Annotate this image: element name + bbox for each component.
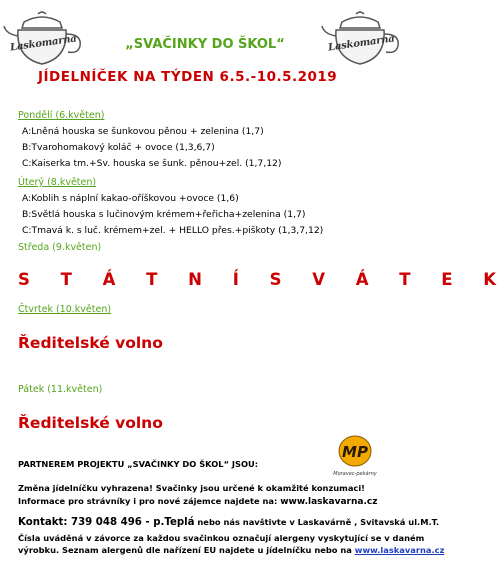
state-holiday-note: S T Á T N Í S V Á T E K [18, 270, 497, 289]
mp-caption: Moravec-pekárny [333, 471, 377, 477]
mp-badge-icon [330, 434, 380, 472]
allergens-note-line1: Čísla uváděná v závorce za každou svačinkou označují alergeny vyskytující se v daném [18, 533, 425, 543]
contact-address: nebo nás navštivte v Laskavárně , Svitavská ul.M.T. [194, 517, 440, 527]
logo-text: Laskomarna [327, 33, 396, 54]
allergens-link[interactable]: www.laskavarna.cz [354, 545, 445, 555]
info-text: Informace pro strávníky i pro nové zájemce najdete na: [18, 496, 281, 506]
info-line [18, 496, 377, 507]
laskavarna-logo-left [2, 8, 86, 72]
meal-item: B:Tvarohomakový koláč + ovoce (1,3,6,7) [22, 142, 215, 153]
meal-item: A:Lněná houska se šunkovou pěnou + zelenina (1,7) [22, 126, 264, 137]
day-tuesday: Úterý (8.květen) [18, 177, 97, 188]
contact-phone: Kontakt: 739 048 496 - p.Teplá [18, 517, 195, 528]
logo-text: Laskomarna [9, 33, 78, 54]
day-thursday: Čtvrtek (10.květen) [18, 304, 112, 315]
day-off-note: Ředitelské volno [18, 334, 163, 352]
allergens-text: výrobku. Seznam alergenů dle nařízení EU najdete u jídelníčku nebo na [18, 545, 355, 555]
website-link[interactable]: www.laskavarna.cz [280, 497, 378, 507]
page-title: „SVAČINKY DO ŠKOL“ [125, 37, 285, 52]
day-friday: Pátek (11.květen) [18, 384, 103, 395]
day-monday: Pondělí (6.květen) [18, 110, 105, 121]
mp-letters: MP [342, 443, 368, 461]
day-off-note: Ředitelské volno [18, 414, 163, 432]
menu-week-heading: JÍDELNÍČEK NA TÝDEN 6.5.-10.5.2019 [38, 69, 338, 85]
allergens-note-line2 [18, 545, 444, 555]
moravec-bakery-logo [330, 434, 380, 480]
meal-item: C:Tmavá k. s luč. krémem+zel. + HELLO přes.+piškoty (1,3,7,12) [22, 225, 324, 236]
meal-item: A:Koblih s náplní kakao-oříškovou +ovoce (1,6) [22, 193, 239, 204]
laskavarna-logo-right [320, 8, 404, 72]
partner-heading: PARTNEREM PROJEKTU „SVAČINKY DO ŠKOL“ JSOU: [18, 459, 259, 469]
meal-item: B:Světlá houska s lučinovým krémem+řeřicha+zelenina (1,7) [22, 209, 306, 220]
contact-line [18, 510, 439, 529]
meal-item: C:Kaiserka tm.+Sv. houska se šunk. pěnou+zel. (1,7,12) [22, 158, 282, 169]
change-notice: Změna jídelníčku vyhrazena! Svačinky jsou určené k okamžité konzumaci! [18, 483, 365, 493]
day-wednesday: Středa (9.květen) [18, 242, 102, 253]
